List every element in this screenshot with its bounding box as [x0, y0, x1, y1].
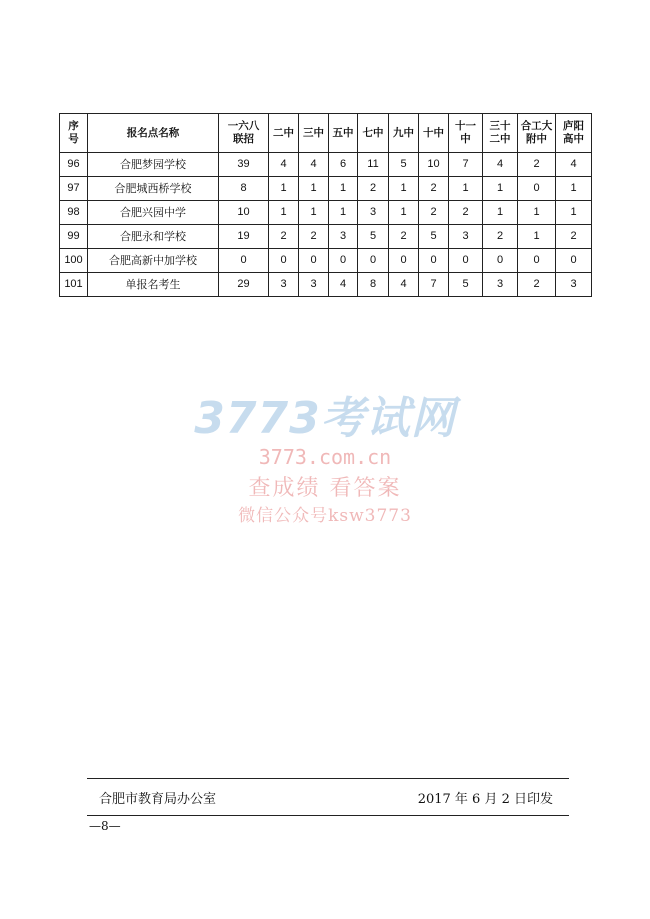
quota-cell: 4 — [269, 153, 299, 177]
column-header-line: 庐阳 — [563, 120, 584, 132]
column-header-line: 三中 — [303, 126, 324, 139]
row-index-cell: 99 — [60, 225, 88, 249]
quota-cell: 3 — [358, 201, 389, 225]
column-header-line: 二中 — [273, 126, 294, 139]
column-header — [60, 114, 88, 153]
quota-cell: 2 — [419, 201, 449, 225]
column-header-line: 九中 — [393, 126, 414, 139]
quota-cell: 1 — [389, 201, 419, 225]
column-header-line: 三十 — [489, 120, 511, 132]
column-header — [389, 114, 419, 153]
column-header-line: 十一 — [455, 120, 476, 132]
quota-cell: 1 — [389, 177, 419, 201]
quota-cell: 0 — [518, 249, 556, 273]
quota-cell: 2 — [358, 177, 389, 201]
table-row — [60, 177, 592, 201]
row-index-cell: 98 — [60, 201, 88, 225]
quota-cell: 2 — [449, 201, 483, 225]
school-name-cell: 合肥城西桥学校 — [88, 177, 219, 201]
table-row — [60, 153, 592, 177]
quota-cell: 1 — [299, 201, 329, 225]
column-header-line: 高中 — [563, 133, 584, 145]
issue-date: 2017 年 6 月 2 日印发 — [417, 791, 553, 807]
quota-cell: 0 — [389, 249, 419, 273]
quota-cell: 1 — [449, 177, 483, 201]
quota-cell: 4 — [556, 153, 592, 177]
quota-cell: 10 — [219, 201, 269, 225]
quota-cell: 2 — [389, 225, 419, 249]
quota-cell: 1 — [329, 201, 358, 225]
quota-cell: 2 — [299, 225, 329, 249]
quota-cell: 29 — [219, 273, 269, 297]
quota-cell: 1 — [329, 177, 358, 201]
table-row — [60, 273, 592, 297]
quota-cell: 2 — [419, 177, 449, 201]
column-header-line: 中 — [460, 133, 471, 145]
issuing-office: 合肥市教育局办公室 — [99, 791, 217, 807]
quota-cell: 3 — [299, 273, 329, 297]
quota-cell: 5 — [358, 225, 389, 249]
quota-cell: 0 — [219, 249, 269, 273]
quota-cell: 4 — [299, 153, 329, 177]
watermark-wechat: 微信公众号ksw3773 — [238, 506, 412, 526]
row-index-cell: 97 — [60, 177, 88, 201]
results-table-container — [59, 113, 591, 297]
quota-cell: 7 — [419, 273, 449, 297]
quota-cell: 0 — [269, 249, 299, 273]
column-header-line: 联招 — [233, 133, 254, 145]
quota-cell: 10 — [419, 153, 449, 177]
column-header-line: 序 — [68, 120, 79, 132]
quota-cell: 0 — [449, 249, 483, 273]
table-row — [60, 201, 592, 225]
quota-cell: 1 — [518, 225, 556, 249]
column-header-line: 十中 — [423, 126, 444, 139]
column-header-line: 号 — [68, 133, 79, 145]
column-header — [299, 114, 329, 153]
quota-cell: 3 — [269, 273, 299, 297]
quota-cell: 1 — [483, 177, 518, 201]
quota-cell: 0 — [556, 249, 592, 273]
column-header-line: 附中 — [526, 133, 547, 145]
column-header-line: 合工大 — [520, 120, 553, 132]
quota-cell: 3 — [329, 225, 358, 249]
watermark-logo: 3773考试网 — [194, 393, 456, 444]
quota-cell: 2 — [483, 225, 518, 249]
table-body — [60, 153, 592, 297]
column-header-line: 一六八 — [227, 120, 260, 132]
quota-cell: 2 — [269, 225, 299, 249]
column-header — [556, 114, 592, 153]
quota-cell: 4 — [483, 153, 518, 177]
page-number: —8— — [89, 819, 121, 833]
column-header — [219, 114, 269, 153]
column-header-line: 报名点名称 — [126, 126, 180, 139]
column-header — [358, 114, 389, 153]
quota-cell: 4 — [389, 273, 419, 297]
column-header-line: 七中 — [362, 126, 384, 139]
quota-cell: 3 — [556, 273, 592, 297]
column-header — [329, 114, 358, 153]
quota-cell: 0 — [329, 249, 358, 273]
school-name-cell: 合肥兴园中学 — [88, 201, 219, 225]
column-header — [449, 114, 483, 153]
quota-cell: 7 — [449, 153, 483, 177]
row-index-cell: 100 — [60, 249, 88, 273]
school-name-cell: 合肥高新中加学校 — [88, 249, 219, 273]
quota-cell: 0 — [419, 249, 449, 273]
quota-cell: 0 — [483, 249, 518, 273]
document-footer — [87, 778, 569, 816]
table-row — [60, 249, 592, 273]
column-header-line: 二中 — [489, 133, 511, 145]
quota-cell: 1 — [299, 177, 329, 201]
table-header-row — [60, 114, 592, 153]
column-header — [518, 114, 556, 153]
quota-cell: 2 — [518, 273, 556, 297]
column-header — [419, 114, 449, 153]
quota-cell: 0 — [518, 177, 556, 201]
quota-cell: 1 — [556, 177, 592, 201]
quota-cell: 11 — [358, 153, 389, 177]
footer-row — [87, 779, 569, 815]
quota-cell: 6 — [329, 153, 358, 177]
row-index-cell: 101 — [60, 273, 88, 297]
quota-cell: 0 — [299, 249, 329, 273]
quota-cell: 2 — [518, 153, 556, 177]
quota-cell: 8 — [219, 177, 269, 201]
quota-cell: 1 — [556, 201, 592, 225]
quota-cell: 5 — [449, 273, 483, 297]
quota-cell: 1 — [269, 177, 299, 201]
watermark — [0, 395, 650, 527]
quota-cell: 5 — [419, 225, 449, 249]
quota-cell: 0 — [358, 249, 389, 273]
watermark-url: 3773.com.cn — [258, 445, 392, 469]
quota-cell: 5 — [389, 153, 419, 177]
quota-cell: 39 — [219, 153, 269, 177]
footer-bottom-rule — [87, 815, 569, 816]
row-index-cell: 96 — [60, 153, 88, 177]
quota-cell: 3 — [449, 225, 483, 249]
column-header — [483, 114, 518, 153]
school-name-cell: 单报名考生 — [88, 273, 219, 297]
watermark-slogan: 查成绩 看答案 — [248, 476, 402, 501]
quota-cell: 1 — [483, 201, 518, 225]
column-header-line: 五中 — [332, 126, 354, 139]
school-name-cell: 合肥永和学校 — [88, 225, 219, 249]
column-header — [269, 114, 299, 153]
table-row — [60, 225, 592, 249]
quota-cell: 3 — [483, 273, 518, 297]
column-header — [88, 114, 219, 153]
quota-cell: 8 — [358, 273, 389, 297]
quota-cell: 4 — [329, 273, 358, 297]
enrollment-quota-table — [59, 113, 592, 297]
quota-cell: 1 — [518, 201, 556, 225]
school-name-cell: 合肥梦园学校 — [88, 153, 219, 177]
quota-cell: 2 — [556, 225, 592, 249]
quota-cell: 1 — [269, 201, 299, 225]
quota-cell: 19 — [219, 225, 269, 249]
